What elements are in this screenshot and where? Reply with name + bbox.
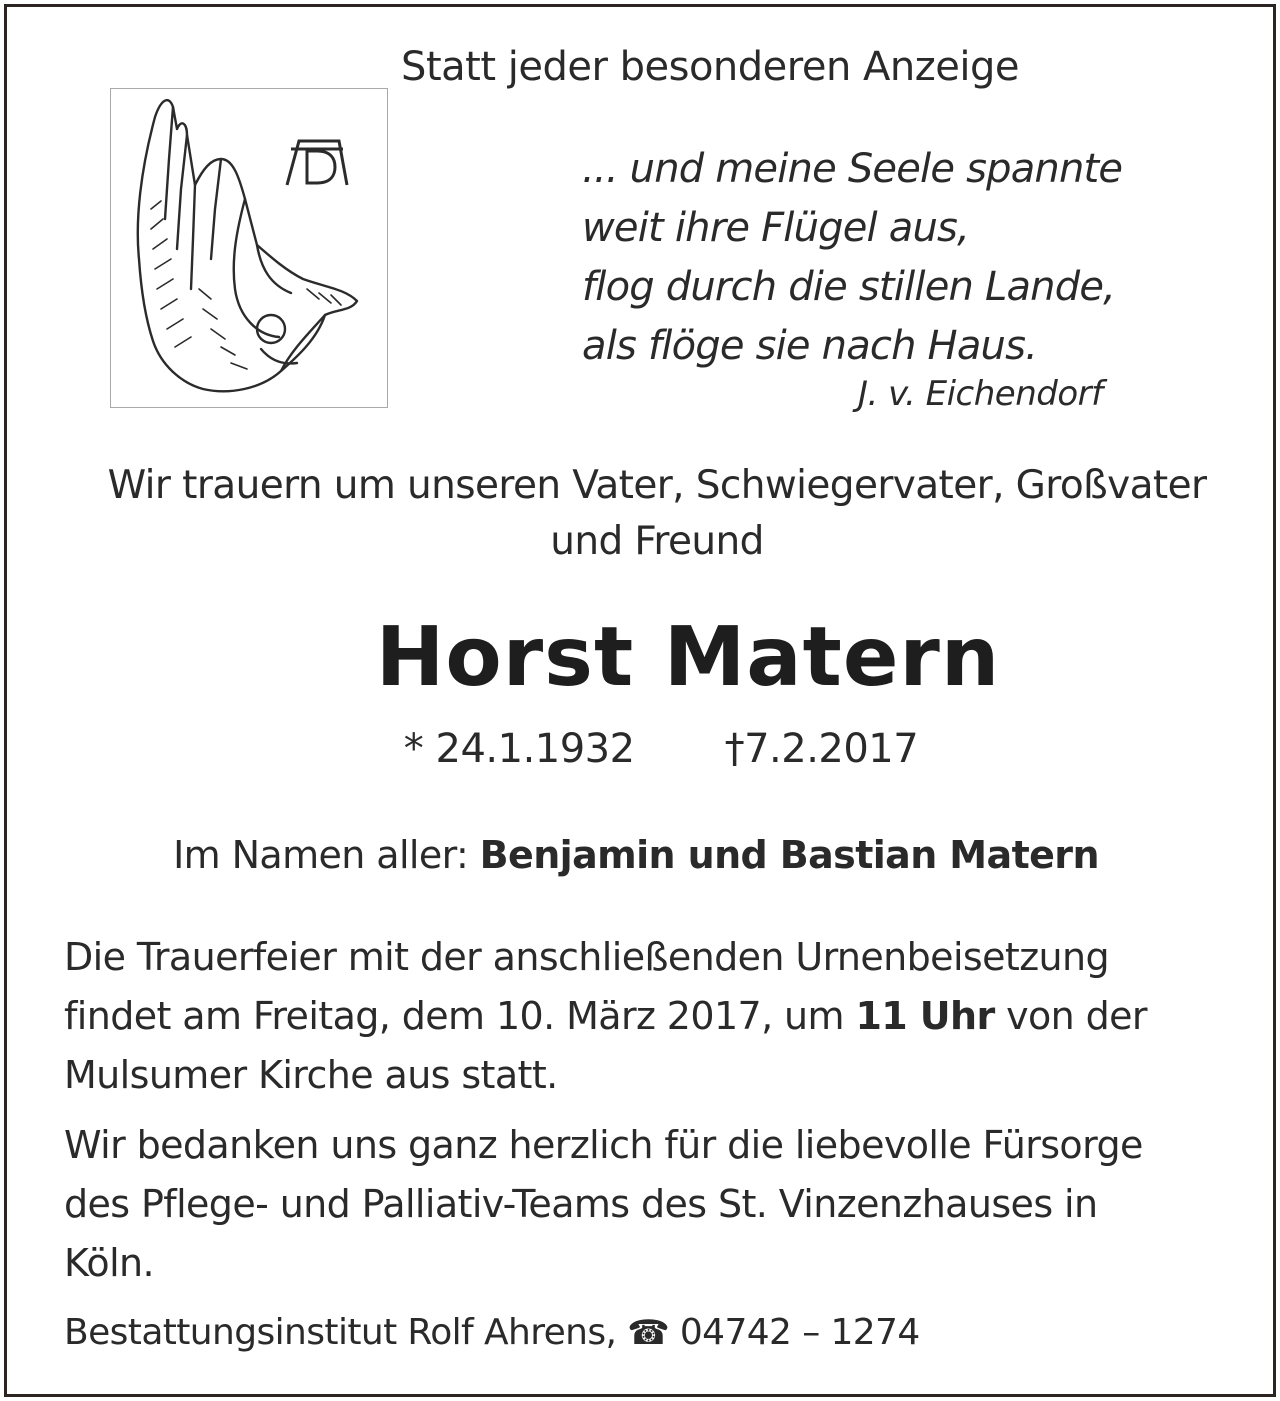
phone-number: 04742 – 1274: [669, 1312, 920, 1353]
life-dates: [0, 726, 1280, 772]
ceremony-line: Mulsumer Kirche aus statt.: [64, 1053, 558, 1097]
ceremony-text: von der: [994, 994, 1147, 1038]
header-line: Statt jeder besonderen Anzeige: [401, 44, 1019, 90]
death-date: 7.2.2017: [744, 726, 919, 772]
mourning-text: [0, 458, 1280, 570]
phone-icon: ☎: [627, 1313, 669, 1353]
thanks-paragraph: [64, 1116, 1224, 1293]
birth-date: 24.1.1932: [435, 726, 635, 772]
ceremony-line: Die Trauerfeier mit der anschließenden Urnenbeisetzung: [64, 935, 1110, 979]
poem-line: ... und meine Seele spannte: [582, 146, 1123, 192]
ceremony-paragraph: [64, 928, 1224, 1105]
poem-line: als flöge sie nach Haus.: [582, 323, 1038, 369]
praying-hands-icon: [111, 89, 387, 407]
signed-prefix: Im Namen aller:: [173, 833, 480, 877]
thanks-line: Köln.: [64, 1241, 154, 1285]
ceremony-time: 11 Uhr: [855, 994, 995, 1038]
funeral-home: Bestattungsinstitut Rolf Ahrens,: [64, 1312, 628, 1353]
monogram-mark: [287, 141, 347, 185]
birth-symbol: *: [403, 726, 424, 772]
mourning-line: und Freund: [550, 519, 764, 564]
poem: [582, 140, 1122, 376]
thanks-line: des Pflege- und Palliativ-Teams des St. Vinzenzhauses in: [64, 1182, 1098, 1226]
praying-hands-image: [110, 88, 388, 408]
signed-names: Benjamin und Bastian Matern: [479, 833, 1099, 877]
poem-line: weit ihre Flügel aus,: [582, 205, 969, 251]
footer-contact: [64, 1312, 920, 1353]
ceremony-line: [64, 987, 1224, 1046]
cross-icon: †: [724, 726, 745, 772]
mourning-line: Wir trauern um unseren Vater, Schwiegervater, Großvater: [107, 463, 1207, 508]
thanks-line: Wir bedanken uns ganz herzlich für die liebevolle Fürsorge: [64, 1123, 1143, 1167]
signed-by: [0, 833, 1272, 877]
poem-author: J. v. Eichendorf: [858, 374, 1103, 414]
deceased-name: Horst Matern: [375, 610, 1001, 705]
poem-line: flog durch die stillen Lande,: [582, 264, 1116, 310]
ceremony-text: findet am Freitag, dem 10. März 2017, um: [64, 994, 856, 1038]
